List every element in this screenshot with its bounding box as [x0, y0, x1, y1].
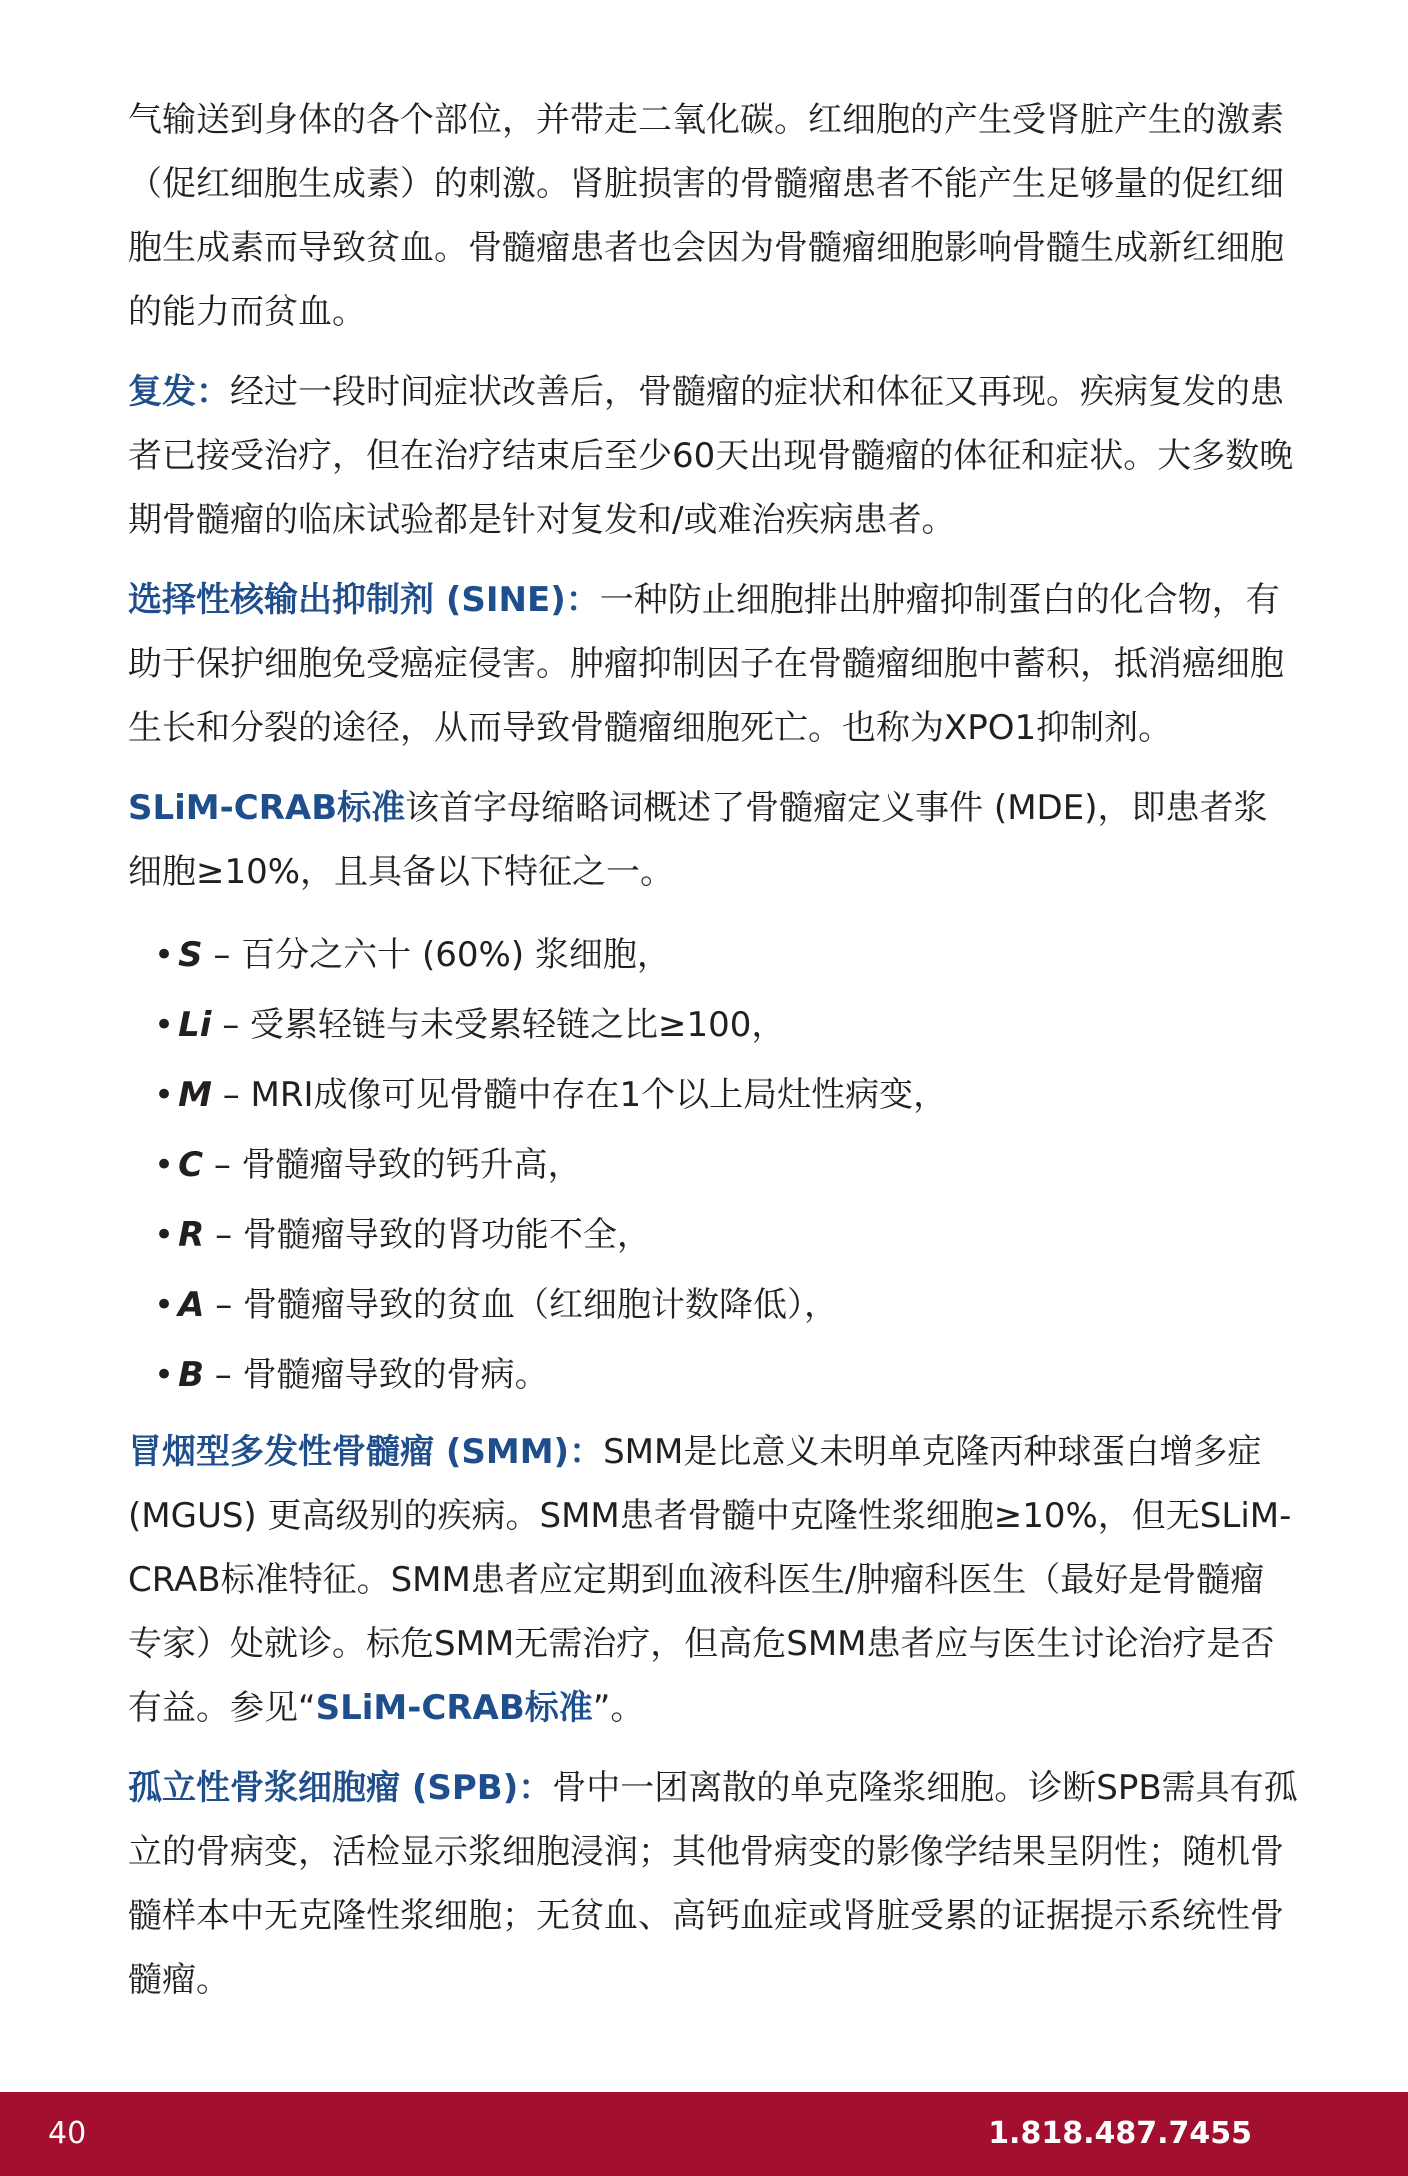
- slim-crab-reference: SLiM-CRAB标准: [315, 1688, 593, 1728]
- bullet-dot: •: [154, 1355, 175, 1395]
- bullet-dot: •: [154, 1145, 175, 1185]
- bullet-letter: M: [178, 1075, 212, 1115]
- phone-number: 1.818.487.7455: [988, 2116, 1252, 2151]
- bullet-text: – MRI成像可见骨髓中存在1个以上局灶性病变，: [222, 1075, 948, 1115]
- paragraph-text: 经过一段时间症状改善后，骨髓瘤的症状和体征又再现。疾病复发的患者已接受治疗，但在治疗结束后至少60天出现骨髓瘤的体征和症状。大多数晚期骨髓瘤的临床试验都是针对复发和/或难治疾病患者。: [128, 372, 1294, 540]
- bullet-letter: Li: [178, 1005, 212, 1045]
- page-footer: [0, 2092, 1408, 2176]
- paragraph-anemia-continued: [128, 88, 1298, 344]
- paragraph-text: SMM是比意义未明单克隆丙种球蛋白增多症 (MGUS) 更高级别的疾病。SMM患者骨髓中克隆性浆细胞≥10%，但无SLiM-CRAB标准特征。SMM患者应定期到血液科医生/肿瘤科医生（最好是骨髓瘤专家）处就诊。标危SMM无需治疗，但高危SMM患者应与医生讨论治疗是否有益。参见“: [128, 1432, 1292, 1728]
- term-spb: 孤立性骨浆细胞瘤 (SPB)：: [128, 1768, 553, 1808]
- bullet-text: – 骨髓瘤导致的贫血（红细胞计数降低），: [215, 1285, 839, 1325]
- term-sine: 选择性核输出抑制剂 (SINE)：: [128, 580, 600, 620]
- bullet-letter: S: [178, 935, 203, 975]
- bullet-letter: R: [178, 1215, 205, 1255]
- paragraph-smm: [128, 1420, 1298, 1740]
- page-number: 40: [48, 2116, 87, 2151]
- bullet-text: – 骨髓瘤导致的骨病。: [214, 1355, 549, 1395]
- list-item: [128, 1130, 1298, 1200]
- paragraph-relapse: [128, 360, 1298, 552]
- list-item: [128, 1270, 1298, 1340]
- bullet-dot: •: [154, 1285, 175, 1325]
- bullet-text: – 受累轻链与未受累轻链之比≥100，: [222, 1005, 786, 1045]
- term-smm: 冒烟型多发性骨髓瘤 (SMM)：: [128, 1432, 604, 1472]
- bullet-dot: •: [154, 1005, 175, 1045]
- bullet-text: – 骨髓瘤导致的钙升高，: [213, 1145, 582, 1185]
- term-relapse: 复发：: [128, 372, 230, 412]
- list-item: [128, 1060, 1298, 1130]
- paragraph-text: 一种防止细胞排出肿瘤抑制蛋白的化合物，有助于保护细胞免受癌症侵害。肿瘤抑制因子在骨髓瘤细胞中蓄积，抵消癌细胞生长和分裂的途径，从而导致骨髓瘤细胞死亡。也称为XPO1抑制剂。: [128, 580, 1284, 748]
- bullet-letter: B: [178, 1355, 204, 1395]
- slim-crab-list: [128, 920, 1298, 1410]
- bullet-dot: •: [154, 1215, 175, 1255]
- paragraph-sine: [128, 568, 1298, 760]
- paragraph-text: 骨中一团离散的单克隆浆细胞。诊断SPB需具有孤立的骨病变，活检显示浆细胞浸润；其他骨病变的影像学结果呈阴性；随机骨髓样本中无克隆性浆细胞；无贫血、高钙血症或肾脏受累的证据提示系统性骨髓瘤。: [128, 1768, 1298, 2000]
- paragraph-spb: [128, 1756, 1298, 2012]
- bullet-dot: •: [154, 935, 175, 975]
- list-item: [128, 920, 1298, 990]
- term-slim-crab: SLiM-CRAB标准: [128, 788, 406, 828]
- paragraph-text: 气输送到身体的各个部位，并带走二氧化碳。红细胞的产生受肾脏产生的激素（促红细胞生成素）的刺激。肾脏损害的骨髓瘤患者不能产生足够量的促红细胞生成素而导致贫血。骨髓瘤患者也会因为骨髓瘤细胞影响骨髓生成新红细胞的能力而贫血。: [128, 100, 1284, 332]
- bullet-dot: •: [154, 1075, 175, 1115]
- bullet-letter: C: [178, 1145, 204, 1185]
- paragraph-slim-crab: [128, 776, 1298, 904]
- bullet-text: – 百分之六十 (60%) 浆细胞，: [213, 935, 671, 975]
- bullet-letter: A: [178, 1285, 205, 1325]
- paragraph-text: 该首字母缩略词概述了骨髓瘤定义事件 (MDE)，即患者浆细胞≥10%，且具备以下特征之一。: [128, 788, 1268, 892]
- list-item: [128, 990, 1298, 1060]
- page-content: [128, 88, 1298, 2028]
- paragraph-text-end: ”。: [592, 1688, 645, 1728]
- list-item: [128, 1340, 1298, 1410]
- bullet-text: – 骨髓瘤导致的肾功能不全，: [215, 1215, 651, 1255]
- list-item: [128, 1200, 1298, 1270]
